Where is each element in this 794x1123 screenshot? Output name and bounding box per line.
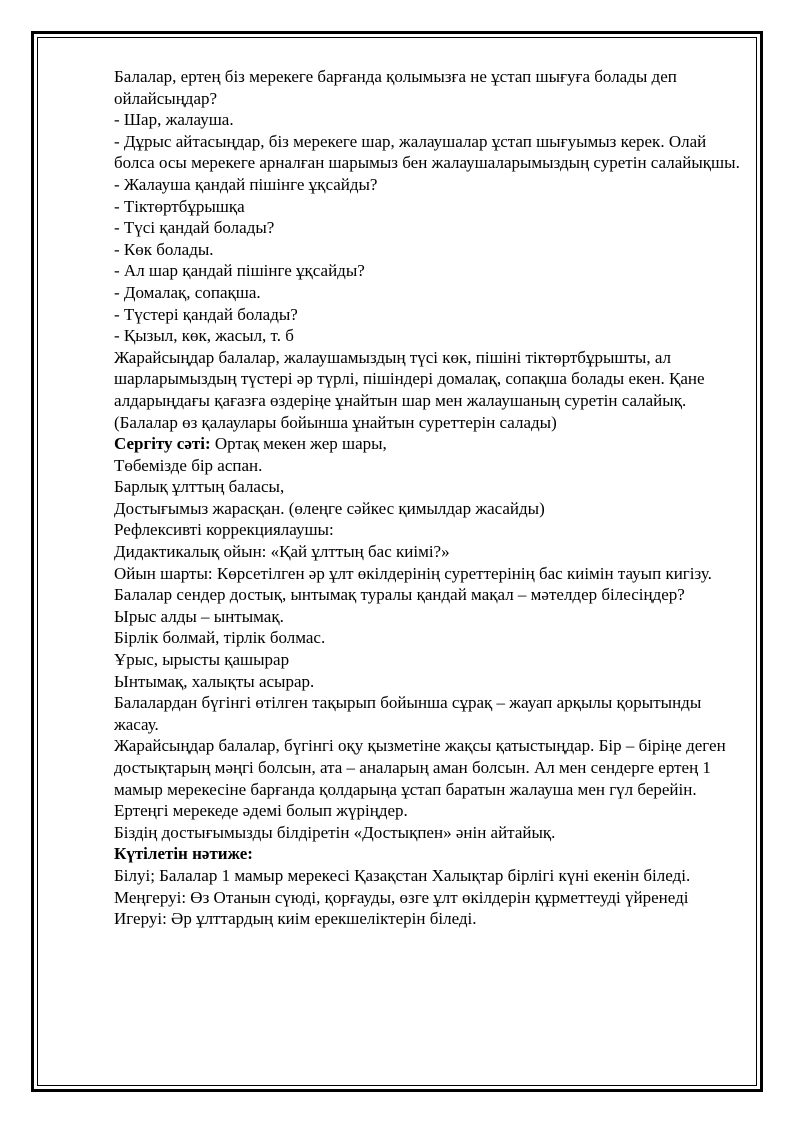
paragraph: - Жалауша қандай пішінге ұқсайды? bbox=[114, 174, 378, 194]
kutiletin-heading: Күтілетін нәтиже: bbox=[114, 844, 253, 864]
paragraph: - Тіктөртбұрышқа bbox=[114, 196, 245, 216]
paragraph: - Қызыл, көк, жасыл, т. б bbox=[114, 326, 294, 346]
paragraph: Игеруі: Әр ұлттардың киім ерекшеліктерін біледі. bbox=[114, 909, 477, 929]
paragraph: - Домалақ, сопақша. bbox=[114, 282, 261, 302]
paragraph: Жарайсыңдар балалар, жалаушамыздың түсі көк, пішіні тіктөртбұрышты, ал шарларымыздың түстері әр түрлі, пішіндері домалақ, сопақша болады екен. Қане алдарыңдағы қағазға өздеріңе ұнайтын шар мен жалаушаның суретін салайық.(Балалар өз қалаулары бойынша ұнайтын суреттерін салады) bbox=[114, 347, 705, 432]
paragraph: Білуі; Балалар 1 мамыр мерекесі Қазақстан Халықтар бірлігі күні екенін біледі. bbox=[114, 865, 691, 885]
paragraph: Бірлік болмай, тірлік болмас. bbox=[114, 628, 326, 648]
paragraph: - Көк болады. bbox=[114, 239, 214, 259]
paragraph: Ырыс алды – ынтымақ. bbox=[114, 606, 284, 626]
paragraph: Меңгеруі: Өз Отанын сүюді, қорғауды, өзге ұлт өкілдерін құрметтеуді үйренеді bbox=[114, 887, 689, 907]
paragraph: Балалар сендер достық, ынтымақ туралы қандай мақал – мәтелдер білесіңдер? bbox=[114, 585, 685, 605]
document-body bbox=[114, 66, 744, 930]
paragraph: Жарайсыңдар балалар, бүгінгі оқу қызметіне жақсы қатыстыңдар. Бір – біріңе деген достықтарың мәңгі болсын, ата – аналарың аман болсын. Ал мен сендерге ертең 1 мамыр мерекесіне барғанда қолдарыңа ұстап баратын жалауша мен гүл берейін. Ертеңгі мерекеде әдемі болып жүріңдер. bbox=[114, 736, 726, 821]
paragraph: - Түсі қандай болады? bbox=[114, 218, 275, 238]
sergitu-text: Ортақ мекен жер шары, bbox=[210, 434, 387, 454]
paragraph: Достығымыз жарасқан. (өлеңге сәйкес қимылдар жасайды) bbox=[114, 498, 545, 518]
paragraph: - Ал шар қандай пішінге ұқсайды? bbox=[114, 261, 365, 281]
sergitu-label: Сергіту сәті: bbox=[114, 434, 211, 454]
paragraph: Балалардан бүгінгі өтілген тақырып бойынша сұрақ – жауап арқылы қорытынды жасау. bbox=[114, 693, 702, 734]
paragraph: - Дұрыс айтасыңдар, біз мерекеге шар, жалаушалар ұстап шығуымыз керек. Олай болса осы мерекеге арналған шарымыз бен жалаушаларымыздың суретін салайықшы. bbox=[114, 131, 740, 173]
paragraph: Барлық ұлттың баласы, bbox=[114, 477, 285, 497]
paragraph: Ынтымақ, халықты асырар. bbox=[114, 671, 315, 691]
paragraph: Ойын шарты: Көрсетілген әр ұлт өкілдерінің суреттерінің бас киімін тауып кигізу. bbox=[114, 563, 712, 583]
paragraph: Ұрыс, ырысты қашырар bbox=[114, 650, 290, 670]
paragraph: Біздің достығымызды білдіретін «Достықпен» әнін айтайық. bbox=[114, 822, 556, 842]
paragraph: Балалар, ертең біз мерекеге барғанда қолымызға не ұстап шығуға болады деп ойлайсыңдар? bbox=[114, 67, 677, 108]
paragraph: Төбемізде бір аспан. bbox=[114, 455, 263, 475]
paragraph: Дидактикалық ойын: «Қай ұлттың бас киімі?» bbox=[114, 542, 450, 562]
paragraph: - Шар, жалауша. bbox=[114, 110, 234, 130]
sergitu-line bbox=[114, 433, 744, 455]
paragraph: Рефлексивті коррекциялаушы: bbox=[114, 520, 334, 540]
paragraph: - Түстері қандай болады? bbox=[114, 304, 298, 324]
